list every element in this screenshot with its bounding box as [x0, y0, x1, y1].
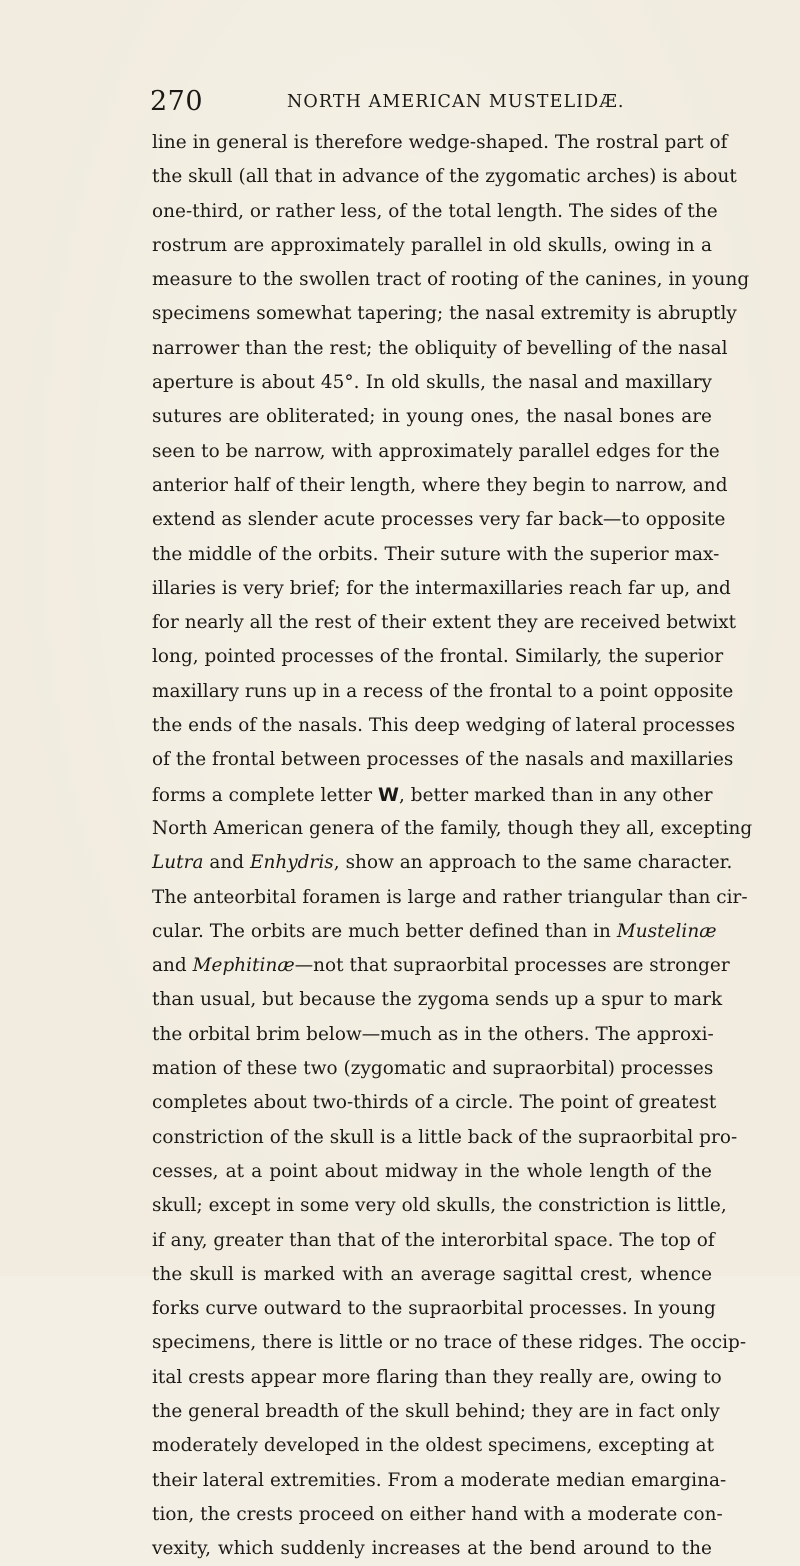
text-line-22: Lutra and Enhydris, show an approach to the same character.	[152, 852, 733, 874]
text-line-11: anterior half of their length, where they begin to narrow, and	[152, 474, 728, 496]
text-line-37: ital crests appear more flaring than they really are, owing to	[152, 1366, 722, 1388]
text-line-33: if any, greater than that of the interorbital space. The top of	[152, 1229, 715, 1251]
running-title: NORTH AMERICAN MUSTELIDÆ.	[287, 92, 625, 112]
text-line-19: of the frontal between processes of the nasals and maxillaries	[152, 749, 734, 771]
subfamily-mephitinae: Mephitinæ	[192, 955, 295, 977]
text-line-4: rostrum are approximately parallel in old skulls, owing in a	[152, 234, 712, 256]
text-line-5: measure to the swollen tract of rooting of the canines, in young	[152, 269, 750, 291]
text-line-32: skull; except in some very old skulls, the constriction is little,	[152, 1195, 727, 1217]
text-line-20: forms a complete letter W, better marked than in any other	[152, 783, 713, 806]
text-line-24: cular. The orbits are much better defined than in Mustelinæ	[152, 920, 717, 942]
text-line-21: North American genera of the family, though they all, excepting	[152, 817, 753, 839]
text-line-14: illaries is very brief; for the intermaxillaries reach far up, and	[152, 577, 731, 599]
text-line-39: moderately developed in the oldest specimens, excepting at	[152, 1435, 715, 1457]
page-number: 270	[150, 86, 204, 117]
genus-enhydris: Enhydris	[249, 852, 334, 874]
text-line-13: the middle of the orbits. Their suture with the superior max-	[152, 543, 720, 565]
text-line-40: their lateral extremities. From a moderate median emargina-	[152, 1469, 727, 1491]
text-line-17: maxillary runs up in a recess of the frontal to a point opposite	[152, 680, 734, 702]
text-line-8: aperture is about 45°. In old skulls, the nasal and maxillary	[152, 372, 712, 394]
running-head	[150, 84, 710, 120]
text-line-38: the general breadth of the skull behind; they are in fact only	[152, 1400, 720, 1422]
text-line-23: The anteorbital foramen is large and rather triangular than cir-	[152, 886, 748, 908]
subfamily-mustelinae: Mustelinæ	[616, 920, 717, 942]
text-line-18: the ends of the nasals. This deep wedging of lateral processes	[152, 715, 736, 737]
text-line-7: narrower than the rest; the obliquity of bevelling of the nasal	[152, 337, 728, 359]
text-line-2: the skull (all that in advance of the zygomatic arches) is about	[152, 166, 737, 188]
text-line-41: tion, the crests proceed on either hand with a moderate con-	[152, 1503, 723, 1525]
body-text	[152, 126, 753, 1566]
text-line-28: mation of these two (zygomatic and supraorbital) processes	[152, 1058, 714, 1080]
text-line-29: completes about two-thirds of a circle. The point of greatest	[152, 1092, 717, 1114]
text-line-27: the orbital brim below—much as in the others. The approxi-	[152, 1023, 714, 1045]
text-line-9: sutures are obliterated; in young ones, the nasal bones are	[152, 406, 712, 428]
genus-lutra: Lutra	[152, 852, 204, 874]
text-line-30: constriction of the skull is a little back of the supraorbital pro-	[152, 1126, 738, 1148]
text-line-3: one-third, or rather less, of the total length. The sides of the	[152, 200, 718, 222]
text-line-42: vexity, which suddenly increases at the bend around to the	[152, 1538, 712, 1560]
letter-w: W	[377, 783, 399, 806]
text-line-6: specimens somewhat tapering; the nasal extremity is abruptly	[152, 303, 737, 325]
text-line-1: line in general is therefore wedge-shaped. The rostral part of	[152, 132, 728, 153]
text-line-16: long, pointed processes of the frontal. Similarly, the superior	[152, 646, 724, 668]
text-line-10: seen to be narrow, with approximately parallel edges for the	[152, 440, 720, 462]
text-line-35: forks curve outward to the supraorbital processes. In young	[152, 1298, 716, 1320]
text-line-36: specimens, there is little or no trace of these ridges. The occip-	[152, 1332, 747, 1354]
text-line-26: than usual, but because the zygoma sends up a spur to mark	[152, 989, 723, 1011]
text-line-25: and Mephitinæ—not that supraorbital processes are stronger	[152, 955, 730, 977]
text-line-12: extend as slender acute processes very far back—to opposite	[152, 509, 726, 531]
text-line-34: the skull is marked with an average sagittal crest, whence	[152, 1263, 712, 1285]
text-line-31: cesses, at a point about midway in the whole length of the	[152, 1160, 712, 1182]
text-line-15: for nearly all the rest of their extent they are received betwixt	[152, 612, 737, 634]
